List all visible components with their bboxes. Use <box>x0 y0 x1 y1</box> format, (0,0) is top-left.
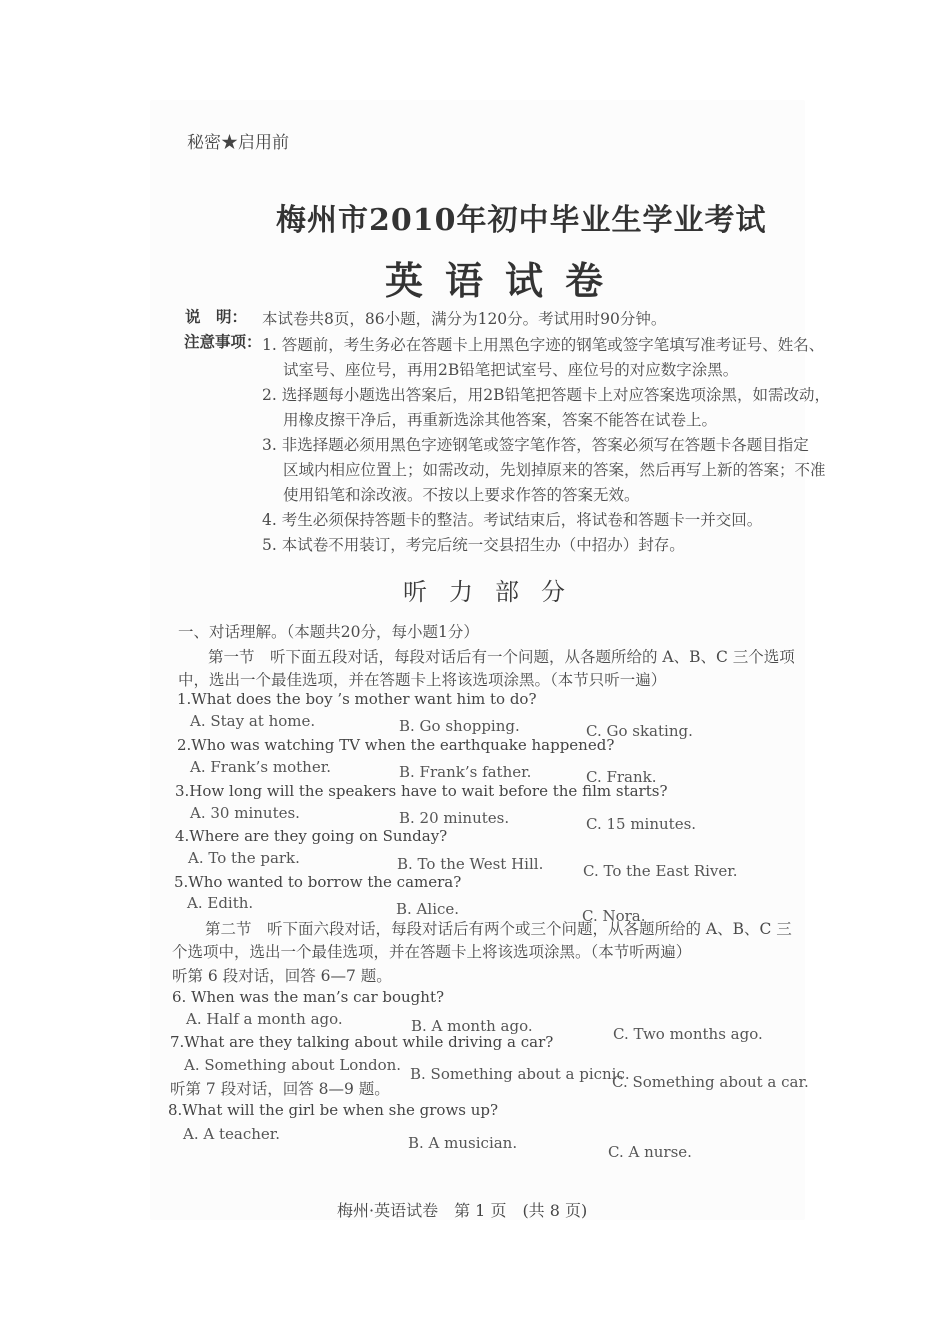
section2-instruction: 个选项中，选出一个最佳选项，并在答题卡上将该选项涂黑。（本节听两遍） <box>172 943 692 961</box>
section-title: 听力部分 <box>403 578 587 606</box>
question-text: 7.What are they talking about while driving a car? <box>170 1033 554 1051</box>
note-line: 1. 答题前，考生务必在答题卡上用黑色字迹的钢笔或签字笔填写准考证号、姓名、 <box>262 336 825 354</box>
option-b: B. To the West Hill. <box>397 855 544 873</box>
option-c: C. To the East River. <box>583 862 738 880</box>
exam-title: 梅州市2010年初中毕业生学业考试 <box>276 203 767 238</box>
dialog-note: 听第 6 段对话，回答 6—7 题。 <box>172 967 392 985</box>
option-c: C. A nurse. <box>608 1143 692 1161</box>
secret-label: 秘密★启用前 <box>187 133 289 153</box>
option-b: B. Frank’s father. <box>399 763 532 781</box>
option-a: A. Frank’s mother. <box>190 758 331 776</box>
note-line: 5. 本试卷不用装订，考完后统一交县招生办（中招办）封存。 <box>262 536 685 554</box>
note-line: 使用铅笔和涂改液。不按以上要求作答的答案无效。 <box>283 486 640 504</box>
question-text: 2.Who was watching TV when the earthquake happened? <box>177 736 615 754</box>
question-text: 8.What will the girl be when she grows up? <box>168 1101 499 1119</box>
option-a: A. A teacher. <box>183 1125 281 1143</box>
option-c: C. Something about a car. <box>612 1073 809 1091</box>
dialog-note: 听第 7 段对话，回答 8—9 题。 <box>170 1080 390 1098</box>
question-text: 5.Who wanted to borrow the camera? <box>174 873 462 891</box>
note-line: 3. 非选择题必须用黑色字迹钢笔或签字笔作答，答案必须写在答题卡各题目指定 <box>262 436 809 454</box>
question-text: 6. When was the man’s car bought? <box>172 988 445 1006</box>
option-b: B. Go shopping. <box>399 717 520 735</box>
shuoming-label: 说 明： <box>185 307 248 326</box>
note-line: 用橡皮擦干净后，再重新选涂其他答案，答案不能答在试卷上。 <box>283 411 718 429</box>
option-a: A. Stay at home. <box>190 712 316 730</box>
page-footer: 梅州·英语试卷 第 1 页 (共 8 页) <box>337 1201 588 1220</box>
option-b: B. Alice. <box>396 900 460 918</box>
note-line: 4. 考生必须保持答题卡的整洁。考试结束后，将试卷和答题卡一并交回。 <box>262 511 763 529</box>
option-b: B. Something about a picnic. <box>410 1065 630 1083</box>
option-c: C. 15 minutes. <box>586 815 697 833</box>
question-text: 4.Where are they going on Sunday? <box>175 827 448 845</box>
notes-label: 注意事项： <box>184 332 262 351</box>
option-c: C. Nora. <box>582 907 646 925</box>
question-text: 1.What does the boy ’s mother want him to do? <box>177 690 537 708</box>
section2-instruction: 第二节 听下面六段对话，每段对话后有两个或三个问题，从各题所给的 A、B、C 三 <box>205 920 792 938</box>
option-b: B. A month ago. <box>411 1017 533 1035</box>
option-a: A. Edith. <box>187 894 254 912</box>
note-line: 试室号、座位号，再用2B铅笔把试室号、座位号的对应数字涂黑。 <box>283 361 739 379</box>
option-c: C. Two months ago. <box>613 1025 763 1043</box>
option-a: A. 30 minutes. <box>190 804 300 822</box>
part-title: 一、对话理解。（本题共20分，每小题1分） <box>178 623 479 641</box>
option-a: A. To the park. <box>188 849 300 867</box>
option-b: B. A musician. <box>408 1134 518 1152</box>
section1-instruction: 中，选出一个最佳选项，并在答题卡上将该选项涂黑。（本节只听一遍） <box>178 671 667 689</box>
option-a: A. Half a month ago. <box>186 1010 343 1028</box>
option-c: C. Frank. <box>586 768 657 786</box>
shuoming-text: 本试卷共8页，86小题，满分为120分。考试用时90分钟。 <box>262 310 667 328</box>
note-line: 2. 选择题每小题选出答案后，用2B铅笔把答题卡上对应答案选项涂黑，如需改动， <box>262 386 830 404</box>
option-b: B. 20 minutes. <box>399 809 510 827</box>
paper-title: 英语试卷 <box>385 258 626 303</box>
note-line: 区域内相应位置上；如需改动，先划掉原来的答案，然后再写上新的答案；不准 <box>283 461 826 479</box>
option-c: C. Go skating. <box>586 722 693 740</box>
question-text: 3.How long will the speakers have to wait before the film starts? <box>175 782 668 800</box>
section1-instruction: 第一节 听下面五段对话，每段对话后有一个问题，从各题所给的 A、B、C 三个选项 <box>208 648 795 666</box>
option-a: A. Something about London. <box>184 1056 402 1074</box>
